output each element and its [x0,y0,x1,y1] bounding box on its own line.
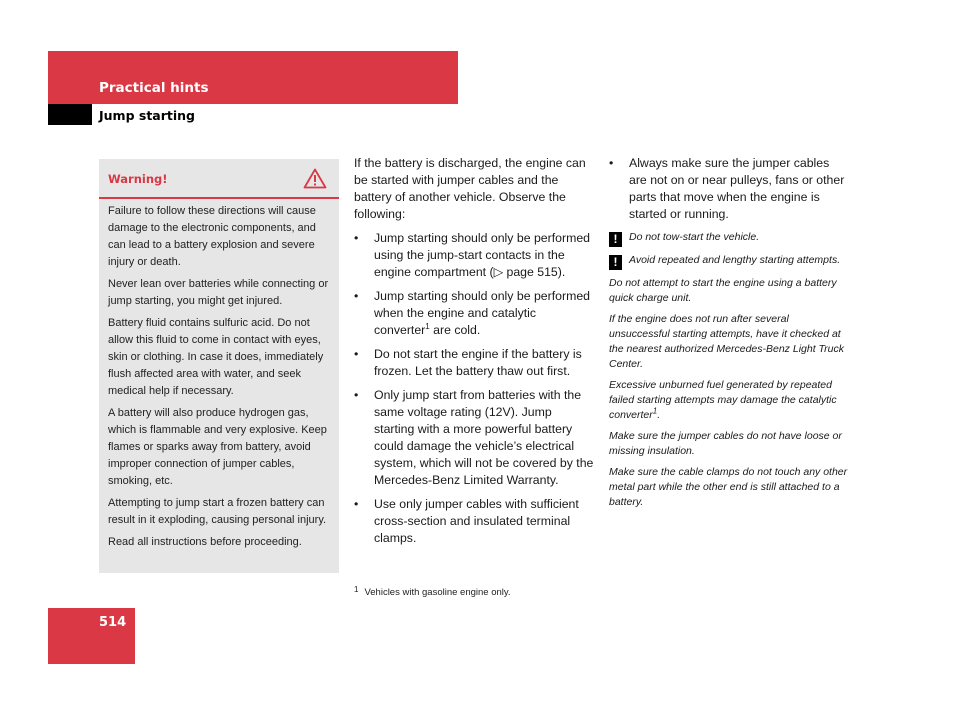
warning-box [99,159,339,573]
main-column [354,155,594,554]
exclamation-icon: ! [609,232,622,247]
subsection-title: Jump starting [99,108,195,123]
note-item: Make sure the cable clamps do not touch any other metal part while the other end is still attached to a battery. [609,466,848,508]
warning-triangle-icon [303,168,327,189]
list-item: • Jump starting should only be performed using the jump-start contacts in the engine compartment (▷ page 515). [354,230,594,281]
list-item: • Always make sure the jumper cables are not on or near pulleys, fans or other parts that move when the engine is started or running. [609,155,849,223]
note-item: If the engine does not run after several unsuccessful starting attempts, have it checked at the nearest authorized Mercedes-Benz Light Truck Center. [609,313,845,370]
list-item: • Only jump start from batteries with the same voltage rating (12V). Jump starting with a more powerful battery could damage the vehicle’s electrical system, which will not be covered by the Mercedes-Benz Limited Warranty. [354,387,594,489]
exclamation-icon: ! [609,255,622,270]
note-text: . [657,409,661,421]
footnote-text: Vehicles with gasoline engine only. [364,587,511,598]
list-item [354,288,594,339]
subsection-marker [48,104,92,125]
warning-paragraph: Read all instructions before proceeding. [108,536,302,548]
warning-body [99,199,339,551]
page-number: 514 [99,615,127,630]
note-item [609,253,849,270]
warning-paragraph: Attempting to jump start a frozen battery can result in it exploding, causing personal injury. [108,497,327,526]
note-text: Excessive unburned fuel generated by repeated failed starting attempts may damage the catalytic converter [609,379,837,421]
note-text: Do not tow-start the vehicle. [629,231,760,243]
note-item: Do not attempt to start the engine using a battery quick charge unit. [609,277,837,304]
warning-paragraph: Battery fluid contains sulfuric acid. Do not allow this fluid to come in contact with eyes, skin or clothing. In case it does, immediately flush affected area with water, and seek medical help if necessary. [108,317,324,397]
list-item-text: Jump starting should only be performed when the engine and catalytic converter [374,289,590,337]
page-number-box [48,608,135,664]
footnote-ref: 1 [425,321,430,331]
footnote-ref: 1 [652,406,658,416]
note-item [609,378,849,423]
footnote-number: 1 [354,585,359,594]
warning-paragraph: Never lean over batteries while connecting or jump starting, you might get injured. [108,278,329,307]
list-item: • Use only jumper cables with sufficient cross-section and insulated terminal clamps. [354,496,594,547]
note-text: Avoid repeated and lengthy starting attempts. [629,254,841,266]
intro-paragraph: If the battery is discharged, the engine can be started with jumper cables and the battery of another vehicle. Observe the following: [354,156,586,221]
warning-paragraph: Failure to follow these directions will cause damage to the electronic components, and can lead to a battery explosion and severe injury or death. [108,205,316,268]
section-title: Practical hints [99,80,209,96]
warning-title: Warning! [108,172,168,186]
list-item: • Do not start the engine if the battery is frozen. Let the battery thaw out first. [354,346,594,380]
header-band [48,51,458,104]
footnote [354,585,511,598]
list-item-text: are cold. [429,323,481,337]
warning-header [99,159,339,199]
note-item: Make sure the jumper cables do not have loose or missing insulation. [609,430,842,457]
warning-paragraph: A battery will also produce hydrogen gas, which is flammable and very explosive. Keep flames or sparks away from battery, avoid improper connection of jumper cables, smoking, etc. [108,407,327,487]
note-item [609,230,849,247]
notes-column [609,155,849,516]
